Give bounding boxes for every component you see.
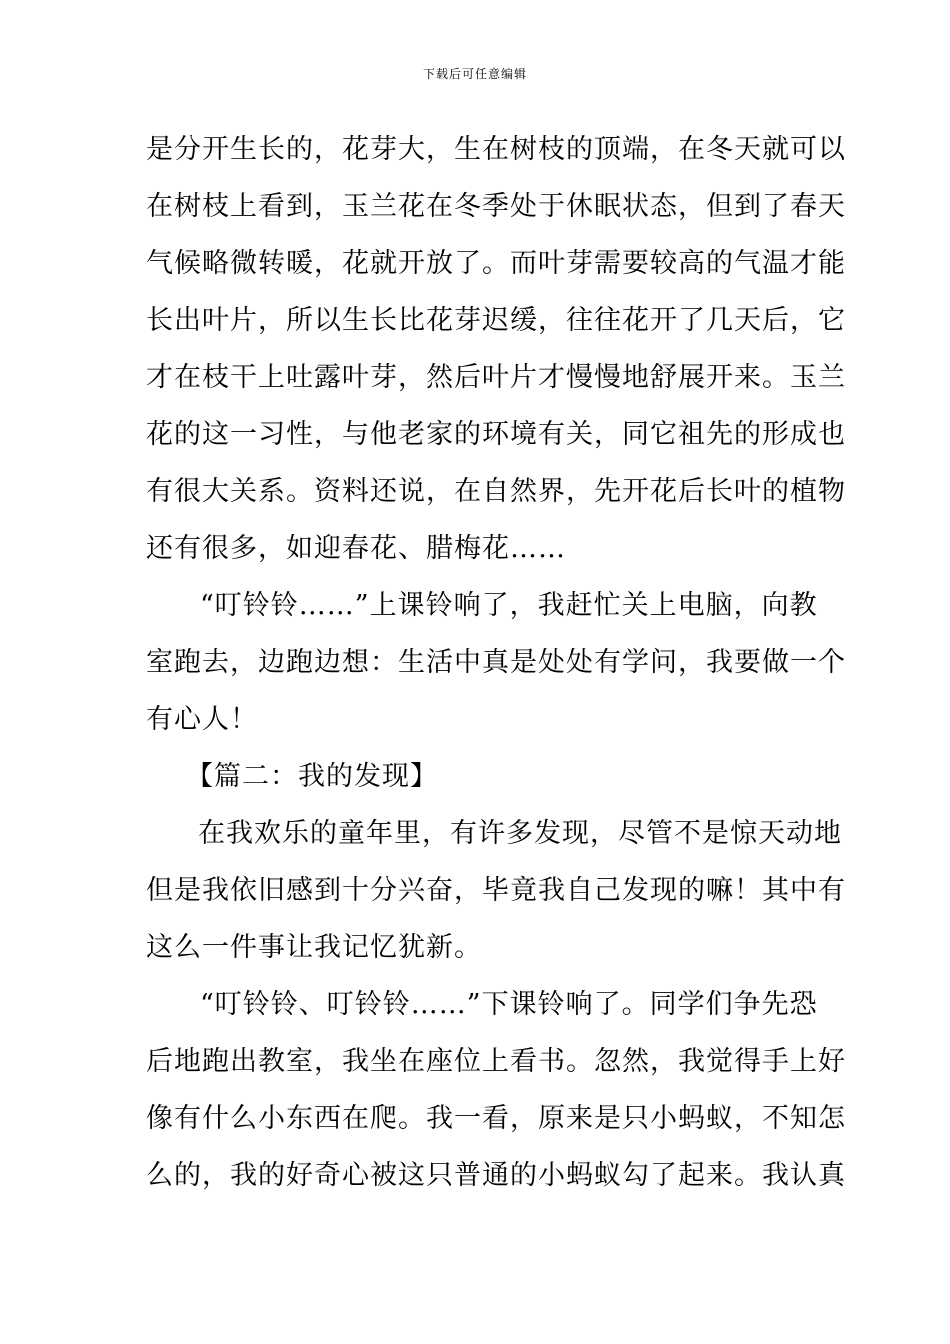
- paragraph-line: 是分开生长的，花芽大，生在树枝的顶端，在冬天就可以: [146, 134, 846, 165]
- paragraph-line: 但是我依旧感到十分兴奋，毕竟我自己发现的嘛！其中有: [146, 875, 846, 906]
- paragraph-line: “叮铃铃、叮铃铃……”下课铃响了。同学们争先恐: [200, 989, 818, 1020]
- section-heading: 【篇二：我的发现】: [186, 761, 438, 792]
- paragraph-line: “叮铃铃……”上课铃响了，我赶忙关上电脑，向教: [200, 590, 818, 621]
- paragraph-line: 花的这一习性，与他老家的环境有关，同它祖先的形成也: [146, 419, 846, 450]
- paragraph-line: 才在枝干上吐露叶芽，然后叶片才慢慢地舒展开来。玉兰: [146, 362, 846, 393]
- paragraph-line: 在我欢乐的童年里，有许多发现，尽管不是惊天动地: [198, 818, 842, 849]
- paragraph-line: 还有很多，如迎春花、腊梅花……: [146, 533, 566, 564]
- paragraph-line: 气候略微转暖，花就开放了。而叶芽需要较高的气温才能: [146, 248, 846, 279]
- paragraph-line: 有心人！: [146, 704, 258, 735]
- paragraph-line: 室跑去，边跑边想：生活中真是处处有学问，我要做一个: [146, 647, 846, 678]
- paragraph-line: 后地跑出教室，我坐在座位上看书。忽然，我觉得手上好: [146, 1046, 846, 1077]
- paragraph-line: 有很大关系。资料还说，在自然界，先开花后长叶的植物: [146, 476, 846, 507]
- page-header: 下载后可任意编辑: [422, 67, 527, 81]
- paragraph-line: 像有什么小东西在爬。我一看，原来是只小蚂蚁，不知怎: [146, 1103, 846, 1134]
- paragraph-line: 在树枝上看到，玉兰花在冬季处于休眠状态，但到了春天: [146, 191, 846, 222]
- paragraph-line: 么的，我的好奇心被这只普通的小蚂蚁勾了起来。我认真: [146, 1160, 846, 1191]
- paragraph-line: 这么一件事让我记忆犹新。: [146, 932, 482, 963]
- paragraph-line: 长出叶片，所以生长比花芽迟缓，往往花开了几天后，它: [146, 305, 846, 336]
